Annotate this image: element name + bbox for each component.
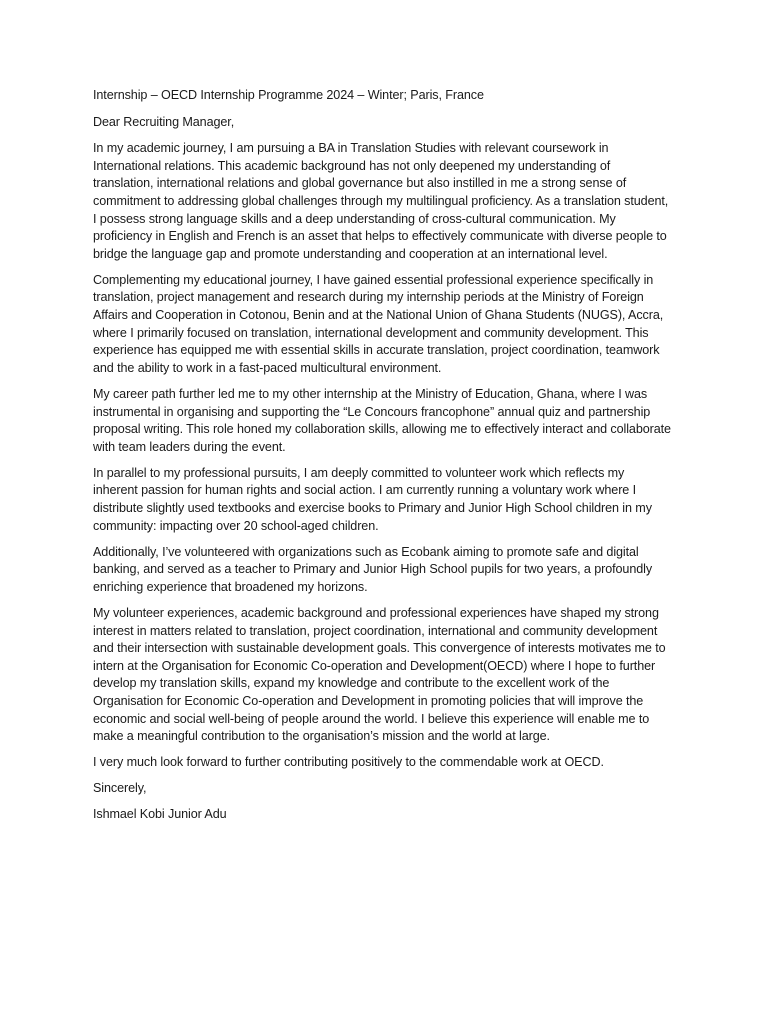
letter-salutation: Dear Recruiting Manager,	[93, 115, 235, 130]
paragraph-additional-volunteering: Additionally, I’ve volunteered with organizations such as Ecobank aiming to promote safe and digital banking, and served as a teacher to Primary and Junior High School pupils for two years, a profoundly enriching experience that broadened my horizons.	[93, 544, 653, 594]
letter-heading: Internship – OECD Internship Programme 2024 – Winter; Paris, France	[93, 88, 484, 102]
signature-name: Ishmael Kobi Junior Adu	[93, 807, 227, 822]
paragraph-professional-experience: Complementing my educational journey, I have gained essential professional experience specifically in translation, project management and research during my internship periods at the Ministry of Foreign Affairs and Cooperation in Cotonou, Benin and at the National Union of Ghana Students (NUGS), Accra, where I primarily focused on translation, international development and community development. This experience has equipped me with essential skills in accurate translation, project coordination, teamwork and the ability to work in a fast-paced multicultural environment.	[93, 272, 664, 375]
paragraph-academic-journey: In my academic journey, I am pursuing a BA in Translation Studies with relevant coursework in International relations. This academic background has not only deepened my understanding of translation, international relations and global governance but also instilled in me a strong sense of commitment to addressing global challenges through my multilingual proficiency. As a translation student, I possess strong language skills and a deep understanding of cross-cultural communication. My proficiency in English and French is an asset that helps to effectively communicate with diverse people to bridge the language gap and promote understanding and cooperation at an international level.	[93, 141, 669, 261]
paragraph-career-path: My career path further led me to my other internship at the Ministry of Education, Ghana, where I was instrumental in organising and supporting the “Le Concours francophone” annual quiz and partnership proposal writing. This role honed my collaboration skills, allowing me to effectively interact and collaborate with team leaders during the event.	[93, 386, 671, 454]
letter-closing: Sincerely,	[93, 781, 147, 796]
paragraph-motivation: My volunteer experiences, academic background and professional experiences have shaped my strong interest in matters related to translation, project coordination, international and community development and their intersection with sustainable development goals. This convergence of interests motivates me to intern at the Organisation for Economic Co-operation and Development(OECD) where I hope to further develop my translation skills, expand my knowledge and contribute to the excellent work of the Organisation for Economic Co-operation and Development in promoting policies that will improve the economic and social well-being of people around the world. I believe this experience will enable me to make a meaningful contribution to the organisation’s mission and the world at large.	[93, 605, 666, 744]
paragraph-closing-remark: I very much look forward to further contributing positively to the commendable work at OECD.	[93, 755, 604, 770]
cover-letter	[93, 87, 671, 832]
paragraph-volunteer-work: In parallel to my professional pursuits, I am deeply committed to volunteer work which reflects my inherent passion for human rights and social action. I am currently running a voluntary work where I distribute slightly used textbooks and exercise books to Primary and Junior High School children in my community: impacting over 20 school-aged children.	[93, 465, 652, 533]
